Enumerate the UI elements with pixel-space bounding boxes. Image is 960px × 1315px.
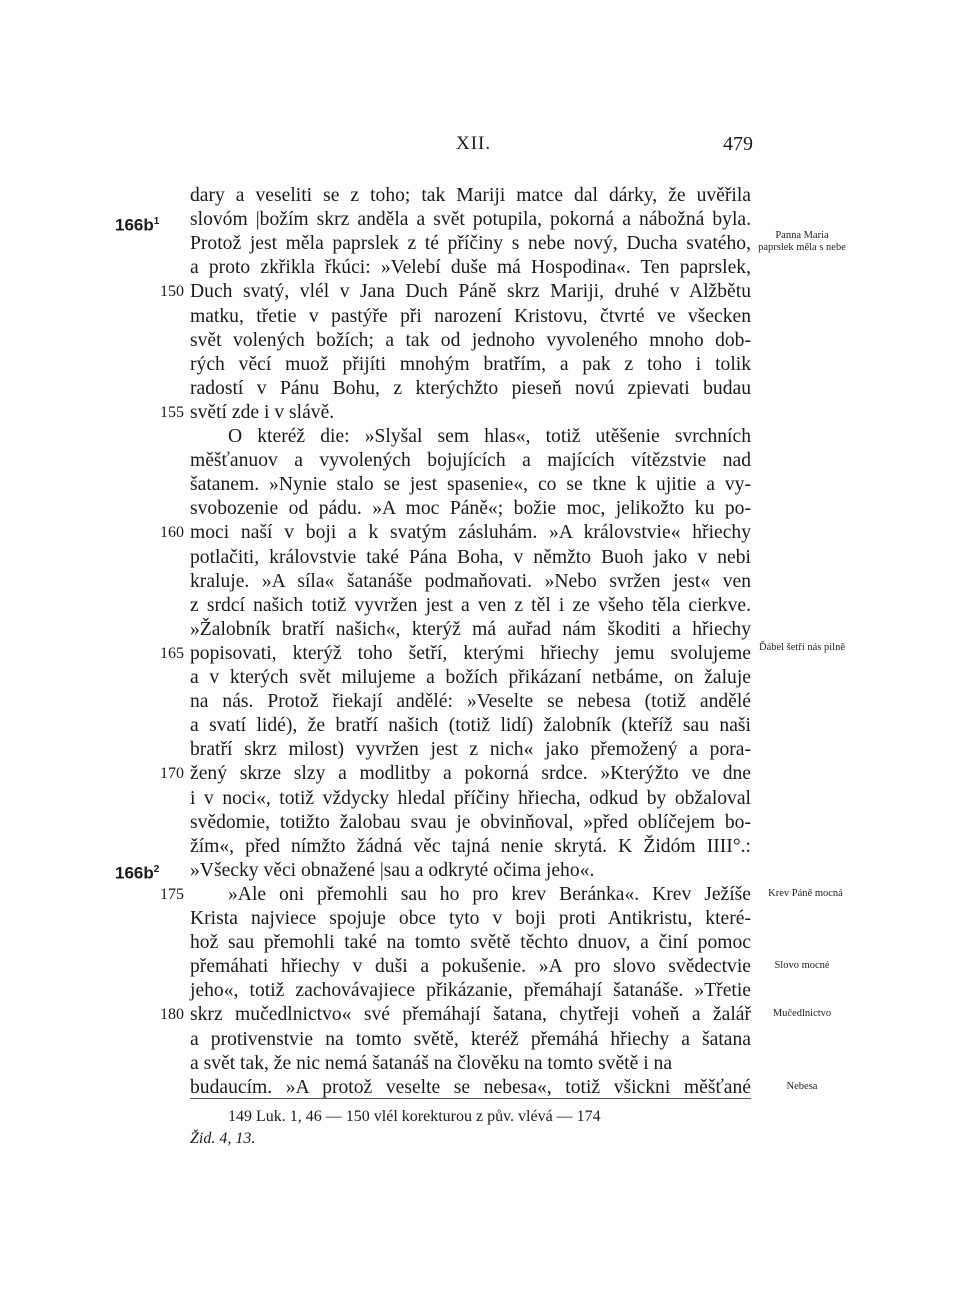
line-number: 160 bbox=[160, 524, 184, 541]
footnote: Žid. 4, 13. bbox=[190, 1130, 256, 1147]
text-line: a proto zkřikla řkúci: »Velebí duše má Hospodina«. Ten paprslek, bbox=[190, 257, 751, 278]
folio-marker: $166b^1$ bbox=[115, 215, 160, 235]
text-line: radostí v Pánu Bohu, z kterýchžto pieseň novú zpievati budau bbox=[190, 378, 751, 399]
text-line: kraluje. »A síla« šatanáše podmaňovati. »Nebo svržen jest« ven bbox=[190, 571, 751, 592]
chapter-number: XII. bbox=[456, 133, 492, 154]
text-line: a protivenstvie na tomto světě, kteréž přemáhá hřiechy a šatana bbox=[190, 1029, 751, 1050]
text-line: »Žalobník bratří našich«, kterýž má auřad nám škoditi a hřiechy bbox=[190, 619, 751, 640]
text-line: matku, třetie v pastýře při narození Kristovu, čtvrté ve všecken bbox=[190, 306, 751, 327]
text-line: svobozenie od pádu. »A moc Páně«; božie moc, jelikožto ku po- bbox=[190, 498, 751, 519]
text-line: žený skrze slzy a modlitby a pokorná srdce. »Kterýžto ve dne bbox=[190, 763, 751, 784]
text-line: světí zde i v slávě. bbox=[190, 402, 335, 423]
text-line: svět volených božích; a tak od jednoho vyvoleného mnoho dob- bbox=[190, 330, 751, 351]
text-line: popisovati, kterýž toho šetří, kterými hřiechy jemu svolujeme bbox=[190, 643, 751, 664]
margin-note: Slovo mocné bbox=[774, 960, 830, 971]
text-line: O kteréž die: »Slyšal sem hlas«, totiž utěšenie svrchních bbox=[228, 426, 751, 447]
margin-note: Mučedlnictvo bbox=[772, 1008, 832, 1019]
text-line: budaucím. »A protož veselte se nebesa«, totiž všickni měšťané bbox=[190, 1077, 751, 1098]
text-line: žím«, před nímžto žádná věc tajná nenie skrytá. K Židóm IIII°.: bbox=[190, 836, 751, 857]
text-line: a svatí lidé), že bratří našich (totiž lidí) žalobník (kteříž sau naši bbox=[190, 715, 751, 736]
text-line: hož sau přemohli také na tomto světě těchto dnuov, a činí pomoc bbox=[190, 932, 751, 953]
footnote: 149 Luk. 1, 46 — 150 vlél korekturou z pův. vlévá — 174 bbox=[228, 1108, 601, 1125]
text-line: a svět tak, že nic nemá šatanáš na člověku na tomto světě i na bbox=[190, 1053, 673, 1074]
text-line: i v noci«, totiž vždycky hledal příčiny hřiecha, odkud by obžaloval bbox=[190, 788, 751, 809]
line-number: 150 bbox=[160, 283, 184, 300]
text-line: na nás. Protož řiekají andělé: »Veselte se nebesa (totiž andělé bbox=[190, 691, 751, 712]
text-line: šatanem. »Nynie stalo se jest spasenie«, co se tkne k ujitie a vy- bbox=[190, 474, 751, 495]
text-line: přemáhati hřiechy v duši a pokušenie. »A pro slovo svědectvie bbox=[190, 956, 751, 977]
margin-note: Ďábel šetří nás pilně bbox=[758, 642, 845, 653]
text-line: bratří skrz milost) vyvržen jest z nich« jako přemožený a pora- bbox=[190, 739, 751, 760]
text-line: Krista najviece spojuje obce tyto v boji proti Antikristu, které- bbox=[190, 908, 751, 929]
text-line: slovóm |božím skrz anděla a svět potupila, pokorná a nábožná byla. bbox=[190, 209, 751, 230]
text-line: Duch svatý, vlél v Jana Duch Páně skrz Mariji, druhé v Alžbětu bbox=[190, 281, 751, 302]
text-line: měšťanuov a vyvolených bojujících a majících vítězstvie nad bbox=[190, 450, 751, 471]
text-line: potlačiti, královstvie také Pána Boha, v němžto Buoh jako v nebi bbox=[190, 547, 751, 568]
margin-note: Panna Maria paprslek měla s nebe bbox=[758, 230, 846, 253]
text-line: jeho«, totiž zachovávajiece přikázanie, přemáhají šatanáše. »Třetie bbox=[190, 980, 751, 1001]
line-number: 165 bbox=[160, 645, 184, 662]
text-line: z srdcí našich totiž vyvržen jest a ven z těl i ze všeho těla cierkve. bbox=[190, 595, 751, 616]
line-number: 180 bbox=[160, 1006, 184, 1023]
page-number: 479 bbox=[723, 133, 753, 155]
text-line: Protož jest měla paprslek z té příčiny s nebe nový, Ducha svatého, bbox=[190, 233, 751, 254]
line-number: 170 bbox=[160, 765, 184, 782]
footnote-rule bbox=[190, 1098, 751, 1099]
text-line: rých věcí muož přijíti mnohým bratřím, a pak z toho i tolik bbox=[190, 354, 751, 375]
text-line: a v kterých svět milujeme a božích přikázaní netbáme, on žaluje bbox=[190, 667, 751, 688]
text-line: »Ale oni přemohli sau ho pro krev Beránka«. Krev Ježíše bbox=[228, 884, 751, 905]
text-line: svědomie, totižto žalobau svau je obvinňoval, »před oblíčejem bo- bbox=[190, 812, 751, 833]
margin-note: Nebesa bbox=[786, 1081, 818, 1092]
margin-note: Krev Páně mocná bbox=[768, 888, 843, 899]
line-number: 175 bbox=[160, 886, 184, 903]
text-line: »Všecky věci obnažené |sau a odkryté očima jeho«. bbox=[190, 860, 595, 881]
text-line: dary a veseliti se z toho; tak Mariji matce dal dárky, že uvěřila bbox=[190, 185, 751, 206]
folio-marker: $166b^2$ bbox=[115, 863, 160, 883]
line-number: 155 bbox=[160, 404, 184, 421]
text-line: moci naší v boji a k svatým zásluhám. »A královstvie« hřiechy bbox=[190, 522, 751, 543]
text-line: skrz mučedlnictvo« své přemáhají šatana, chytřeji voheň a žalář bbox=[190, 1004, 751, 1025]
